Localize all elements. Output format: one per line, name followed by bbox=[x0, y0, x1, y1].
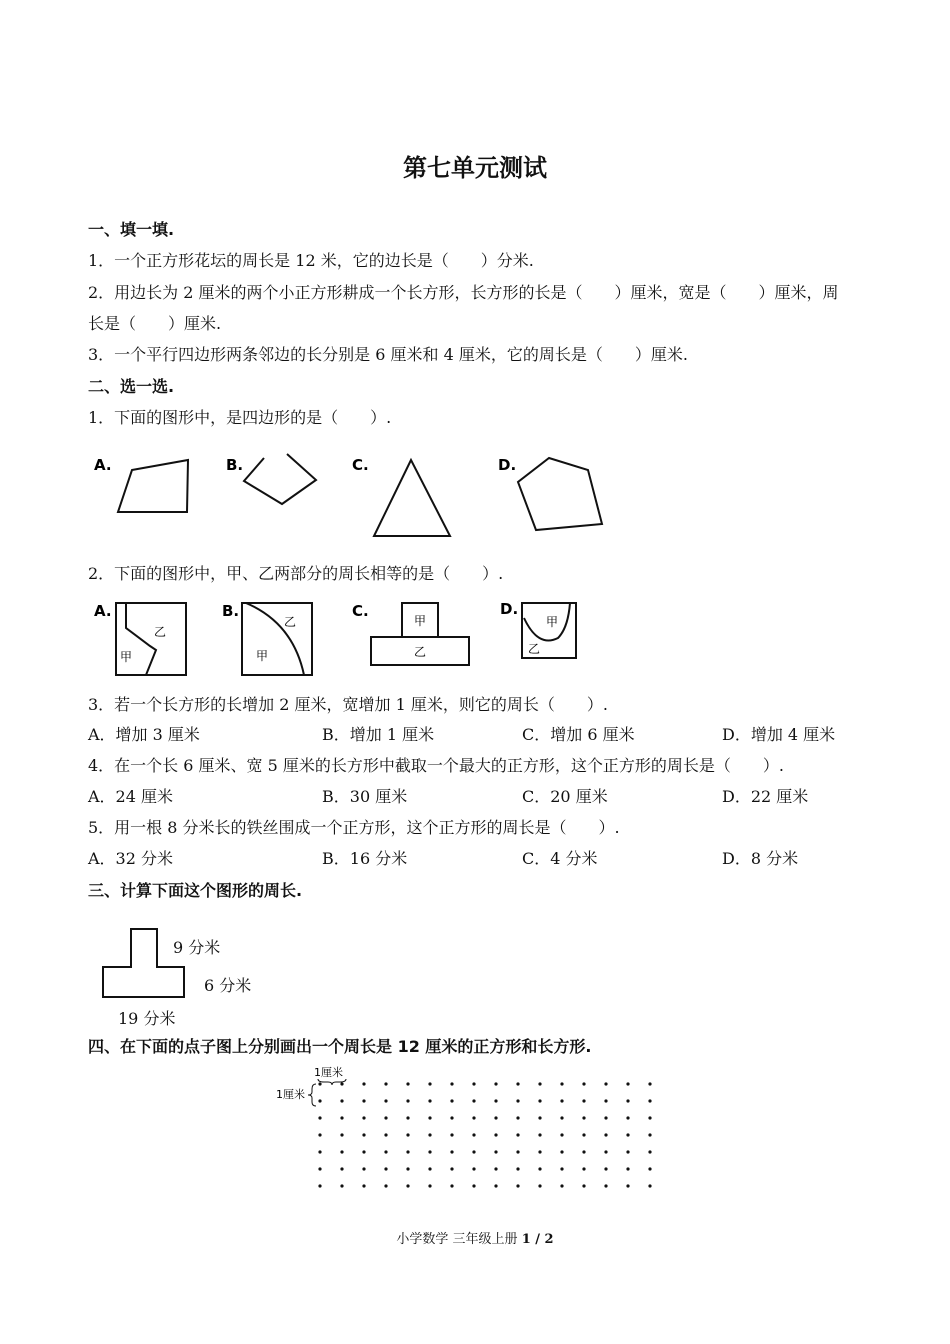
shape-c-triangle bbox=[374, 460, 450, 536]
grid-dot bbox=[516, 1082, 519, 1085]
page-footer bbox=[0, 1228, 950, 1247]
grid-dot bbox=[450, 1167, 453, 1170]
grid-dot bbox=[626, 1082, 629, 1085]
grid-dot bbox=[516, 1099, 519, 1102]
q1-label-c: C. bbox=[352, 456, 369, 474]
grid-dot bbox=[428, 1133, 431, 1136]
grid-dot bbox=[406, 1133, 409, 1136]
grid-dot bbox=[450, 1184, 453, 1187]
grid-dot bbox=[384, 1184, 387, 1187]
q4-option-c: C．20 厘米 bbox=[522, 787, 608, 806]
grid-dot bbox=[318, 1133, 321, 1136]
grid-dot bbox=[406, 1099, 409, 1102]
quadrilateral-options-figure bbox=[88, 448, 628, 548]
grid-dot bbox=[516, 1184, 519, 1187]
grid-dot bbox=[582, 1133, 585, 1136]
grid-dot bbox=[560, 1150, 563, 1153]
q4-option-a: A．24 厘米 bbox=[88, 787, 174, 806]
grid-dot bbox=[472, 1099, 475, 1102]
grid-dot bbox=[362, 1133, 365, 1136]
grid-dot bbox=[582, 1184, 585, 1187]
grid-dot bbox=[340, 1116, 343, 1119]
grid-dot bbox=[340, 1082, 343, 1085]
grid-dot bbox=[318, 1116, 321, 1119]
grid-dot bbox=[384, 1116, 387, 1119]
grid-dot bbox=[472, 1167, 475, 1170]
grid-dot bbox=[384, 1167, 387, 1170]
grid-dot bbox=[362, 1082, 365, 1085]
grid-dot bbox=[560, 1167, 563, 1170]
grid-dot bbox=[626, 1184, 629, 1187]
q2-label-d: D. bbox=[500, 600, 519, 618]
label-19dm: 19 分米 bbox=[118, 1009, 176, 1028]
section-2-heading: 二、选一选. bbox=[88, 377, 175, 396]
grid-dot bbox=[648, 1133, 651, 1136]
page-number: 1 / 2 bbox=[521, 1232, 554, 1247]
grid-dot bbox=[428, 1082, 431, 1085]
grid-dot bbox=[472, 1184, 475, 1187]
sec2-question-2: 2．下面的图形中，甲、乙两部分的周长相等的是（ ）. bbox=[88, 564, 504, 583]
q2-c-yi: 乙 bbox=[414, 645, 427, 659]
grid-dot bbox=[494, 1184, 497, 1187]
grid-dot bbox=[362, 1150, 365, 1153]
grid-dot bbox=[538, 1167, 541, 1170]
sec2-question-5: 5．用一根 8 分米长的铁丝围成一个正方形，这个正方形的周长是（ ）. bbox=[88, 818, 620, 837]
grid-dot bbox=[406, 1150, 409, 1153]
grid-dot bbox=[362, 1116, 365, 1119]
grid-dot bbox=[318, 1184, 321, 1187]
grid-dot bbox=[626, 1133, 629, 1136]
grid-dot bbox=[648, 1116, 651, 1119]
grid-dot bbox=[362, 1184, 365, 1187]
grid-dot bbox=[494, 1099, 497, 1102]
grid-dot bbox=[582, 1167, 585, 1170]
q1-label-b: B. bbox=[226, 456, 244, 474]
grid-dot bbox=[516, 1150, 519, 1153]
sec2-question-3: 3．若一个长方形的长增加 2 厘米，宽增加 1 厘米，则它的周长（ ）. bbox=[88, 695, 608, 714]
grid-dot bbox=[582, 1116, 585, 1119]
shape-b-open-figure bbox=[244, 454, 316, 504]
grid-dot bbox=[340, 1184, 343, 1187]
grid-dot bbox=[626, 1150, 629, 1153]
grid-dot bbox=[450, 1150, 453, 1153]
q3-option-d: D．增加 4 厘米 bbox=[722, 725, 836, 744]
grid-dot bbox=[384, 1133, 387, 1136]
section-4-heading: 四、在下面的点子图上分别画出一个周长是 12 厘米的正方形和长方形. bbox=[88, 1037, 592, 1056]
q2-a-jia: 甲 bbox=[120, 650, 133, 664]
grid-dot bbox=[560, 1133, 563, 1136]
grid-dot bbox=[406, 1116, 409, 1119]
grid-dot bbox=[560, 1082, 563, 1085]
q2-label-b: B. bbox=[222, 602, 240, 620]
label-6dm: 6 分米 bbox=[204, 976, 252, 995]
grid-dot bbox=[494, 1150, 497, 1153]
unit-top-label: 1厘米 bbox=[314, 1066, 343, 1079]
grid-dot bbox=[538, 1099, 541, 1102]
grid-dot bbox=[538, 1184, 541, 1187]
q2-d-yi: 乙 bbox=[528, 642, 541, 656]
grid-dot bbox=[428, 1167, 431, 1170]
grid-dot bbox=[538, 1133, 541, 1136]
grid-dot bbox=[384, 1082, 387, 1085]
grid-dot bbox=[494, 1167, 497, 1170]
grid-dot bbox=[428, 1099, 431, 1102]
grid-dot bbox=[648, 1184, 651, 1187]
grid-dot bbox=[626, 1099, 629, 1102]
grid-dot bbox=[494, 1116, 497, 1119]
section-1-heading: 一、填一填. bbox=[88, 220, 175, 239]
grid-dot bbox=[362, 1099, 365, 1102]
grid-dot bbox=[406, 1167, 409, 1170]
grid-dot bbox=[428, 1150, 431, 1153]
q3-option-b: B．增加 1 厘米 bbox=[322, 725, 435, 744]
grid-dot bbox=[604, 1133, 607, 1136]
grid-dot bbox=[538, 1150, 541, 1153]
q4-option-d: D．22 厘米 bbox=[722, 787, 809, 806]
grid-dot bbox=[560, 1099, 563, 1102]
grid-dot bbox=[472, 1150, 475, 1153]
grid-dot bbox=[494, 1082, 497, 1085]
grid-dot bbox=[428, 1116, 431, 1119]
grid-dot bbox=[340, 1133, 343, 1136]
grid-dot bbox=[450, 1099, 453, 1102]
page-title: 第七单元测试 bbox=[403, 154, 547, 182]
grid-dot bbox=[604, 1167, 607, 1170]
q2-d-jia: 甲 bbox=[546, 615, 559, 629]
unit-left-label: 1厘米 bbox=[276, 1088, 305, 1101]
grid-dot bbox=[582, 1099, 585, 1102]
grid-dot bbox=[560, 1116, 563, 1119]
perimeter-compare-figure bbox=[88, 598, 588, 680]
unit-left-brace bbox=[308, 1084, 316, 1106]
grid-dot bbox=[450, 1133, 453, 1136]
grid-dot bbox=[494, 1133, 497, 1136]
q2-b-jia: 甲 bbox=[256, 649, 269, 663]
grid-dot bbox=[472, 1082, 475, 1085]
grid-dot bbox=[340, 1099, 343, 1102]
q5-option-d: D．8 分米 bbox=[722, 849, 799, 868]
q2-b-yi: 乙 bbox=[284, 615, 297, 629]
grid-dot bbox=[340, 1167, 343, 1170]
grid-dot bbox=[516, 1133, 519, 1136]
grid-dot bbox=[516, 1167, 519, 1170]
grid-dot bbox=[472, 1116, 475, 1119]
sec2-question-1: 1．下面的图形中，是四边形的是（ ）. bbox=[88, 408, 392, 427]
grid-dot bbox=[582, 1150, 585, 1153]
grid-dot bbox=[604, 1116, 607, 1119]
grid-dot bbox=[450, 1116, 453, 1119]
grid-dot bbox=[604, 1184, 607, 1187]
q2-b-curve bbox=[246, 603, 304, 675]
grid-dot bbox=[626, 1167, 629, 1170]
q5-option-b: B．16 分米 bbox=[322, 849, 408, 868]
grid-dot bbox=[648, 1099, 651, 1102]
q2-label-c: C. bbox=[352, 602, 369, 620]
q5-option-a: A．32 分米 bbox=[88, 849, 174, 868]
grid-dot bbox=[318, 1150, 321, 1153]
grid-dot bbox=[516, 1116, 519, 1119]
grid-dot bbox=[604, 1082, 607, 1085]
grid-dot bbox=[626, 1116, 629, 1119]
grid-dot bbox=[582, 1082, 585, 1085]
grid-dot bbox=[648, 1167, 651, 1170]
grid-dot bbox=[318, 1167, 321, 1170]
grid-dot bbox=[472, 1133, 475, 1136]
grid-dot bbox=[318, 1082, 321, 1085]
q3-option-c: C．增加 6 厘米 bbox=[522, 725, 635, 744]
sec1-question-1: 1．一个正方形花坛的周长是 12 米，它的边长是（ ）分米. bbox=[88, 251, 534, 270]
grid-dot bbox=[318, 1099, 321, 1102]
grid-dot bbox=[406, 1184, 409, 1187]
sec1-question-2-line1: 2．用边长为 2 厘米的两个小正方形耕成一个长方形，长方形的长是（ ）厘米，宽是（ ）厘米，周 bbox=[88, 283, 839, 302]
q5-option-c: C．4 分米 bbox=[522, 849, 598, 868]
sec1-question-2-line2: 长是（ ）厘米. bbox=[88, 314, 222, 333]
shape-a-quadrilateral bbox=[118, 460, 188, 512]
q3-option-a: A．增加 3 厘米 bbox=[88, 725, 200, 744]
sec1-question-3: 3．一个平行四边形两条邻边的长分别是 6 厘米和 4 厘米，它的周长是（ ）厘米. bbox=[88, 345, 688, 364]
section-3-heading: 三、计算下面这个图形的周长. bbox=[88, 881, 303, 900]
sec2-question-4: 4．在一个长 6 厘米、宽 5 厘米的长方形中截取一个最大的正方形，这个正方形的周长是（ ）. bbox=[88, 756, 784, 775]
label-9dm: 9 分米 bbox=[173, 938, 221, 957]
q2-label-a: A. bbox=[94, 602, 112, 620]
q2-a-yi: 乙 bbox=[154, 625, 167, 639]
grid-dot bbox=[428, 1184, 431, 1187]
dot-grid-dots bbox=[318, 1082, 651, 1187]
footer-text: 小学数学 三年级上册 bbox=[396, 1232, 522, 1247]
grid-dot bbox=[384, 1150, 387, 1153]
grid-dot bbox=[340, 1150, 343, 1153]
grid-dot bbox=[560, 1184, 563, 1187]
q1-label-a: A. bbox=[94, 456, 112, 474]
t-shape-outline bbox=[103, 929, 184, 997]
dot-grid-figure bbox=[272, 1062, 672, 1202]
q1-label-d: D. bbox=[498, 456, 517, 474]
grid-dot bbox=[648, 1150, 651, 1153]
grid-dot bbox=[450, 1082, 453, 1085]
q2-a-divider bbox=[126, 603, 156, 675]
grid-dot bbox=[604, 1150, 607, 1153]
grid-dot bbox=[406, 1082, 409, 1085]
shape-d-pentagon bbox=[518, 458, 602, 530]
grid-dot bbox=[538, 1116, 541, 1119]
grid-dot bbox=[648, 1082, 651, 1085]
q2-c-jia: 甲 bbox=[414, 614, 427, 628]
grid-dot bbox=[604, 1099, 607, 1102]
q4-option-b: B．30 厘米 bbox=[322, 787, 408, 806]
grid-dot bbox=[384, 1099, 387, 1102]
grid-dot bbox=[538, 1082, 541, 1085]
grid-dot bbox=[362, 1167, 365, 1170]
